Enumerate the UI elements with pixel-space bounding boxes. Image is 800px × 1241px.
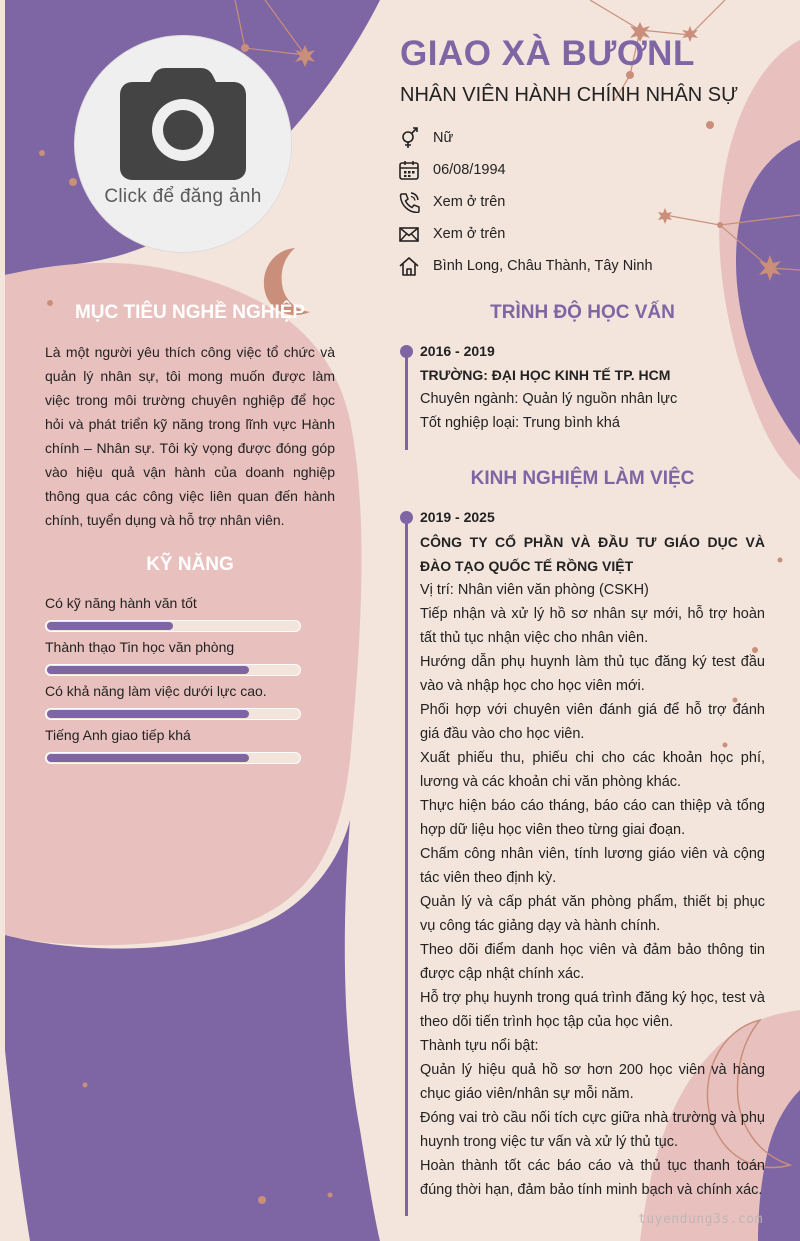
experience-line: Hỗ trợ phụ huynh trong quá trình đăng ký học, test và theo dõi tiến trình học tập của học viên.: [420, 990, 765, 1030]
candidate-name: GIAO XÀ BƯƠNL: [400, 34, 695, 73]
photo-upload-label: Click để đăng ảnh: [104, 186, 262, 207]
home-icon: [398, 255, 420, 277]
experience-line: Tiếp nhận và xử lý hồ sơ nhân sự mới, hỗ trợ hoàn tất thủ tục nhận việc cho nhân viên.: [420, 606, 765, 646]
info-address: [398, 255, 768, 281]
skill-label: Tiếng Anh giao tiếp khá: [45, 727, 191, 743]
education-grade: Tốt nghiệp loại: Trung bình khá: [420, 415, 620, 431]
education-school: TRƯỜNG: ĐẠI HỌC KINH TẾ TP. HCM: [420, 367, 671, 383]
phone-value: Xem ở trên: [433, 194, 506, 210]
experience-line: Đóng vai trò cầu nối tích cực giữa nhà trường và phụ huynh trong việc tư vấn và xử lý thủ tục.: [420, 1110, 765, 1150]
phone-icon: [398, 191, 420, 213]
experience-line: Vị trí: Nhân viên văn phòng (CSKH): [420, 582, 649, 598]
camera-icon: [118, 68, 248, 180]
info-phone: [398, 191, 768, 217]
skill-fill: [47, 754, 249, 762]
calendar-icon: [398, 159, 420, 181]
skill-fill: [47, 622, 173, 630]
info-birthday: [398, 159, 768, 185]
skill-fill: [47, 710, 249, 718]
skill-bar: [45, 664, 301, 676]
skill-label: Có khả năng làm việc dưới lực cao.: [45, 683, 267, 699]
education-years: 2016 - 2019: [420, 343, 495, 359]
experience-line: Thực hiện báo cáo tháng, báo cáo can thiệp và tổng hợp dữ liệu học viên theo từng giai đoạn.: [420, 798, 765, 838]
skill-bar: [45, 752, 301, 764]
experience-timeline: [405, 516, 408, 1216]
skill-fill: [47, 666, 249, 674]
experience-timeline-dot: [400, 511, 413, 524]
skills-heading: KỸ NĂNG: [146, 554, 234, 575]
skill-label: Thành thạo Tin học văn phòng: [45, 639, 235, 655]
skill-label: Có kỹ năng hành văn tốt: [45, 595, 197, 611]
experience-line: Quản lý hiệu quả hồ sơ hơn 200 học viên và hàng chục giáo viên/nhân sự mỗi năm.: [420, 1062, 765, 1102]
info-gender: [398, 127, 768, 153]
experience-line: Xuất phiếu thu, phiếu chi cho các khoản học phí, lương và các khoản chi văn phòng khác.: [420, 750, 765, 790]
experience-line: Phối hợp với chuyên viên đánh giá để hỗ trợ đánh giá đầu vào cho học viên.: [420, 702, 765, 742]
skill-bar: [45, 708, 301, 720]
info-email: [398, 223, 768, 249]
birthday-value: 06/08/1994: [433, 162, 506, 178]
education-major: Chuyên ngành: Quản lý nguồn nhân lực: [420, 391, 678, 407]
experience-line: Hoàn thành tốt các báo cáo và thủ tục thanh toán đúng thời hạn, đảm bảo tính minh bạch và chính xác.: [420, 1158, 765, 1198]
experience-line: Quản lý và cấp phát văn phòng phẩm, thiết bị phục vụ công tác giảng dạy và hành chính.: [420, 894, 765, 934]
experience-years: 2019 - 2025: [420, 509, 495, 525]
education-heading: TRÌNH ĐỘ HỌC VẤN: [490, 302, 675, 323]
gender-value: Nữ: [433, 130, 454, 146]
experience-line: Hướng dẫn phụ huynh làm thủ tục đăng ký test đầu vào và nhập học cho học viên mới.: [420, 654, 765, 694]
experience-body: [420, 530, 765, 1202]
email-icon: [398, 223, 420, 245]
objective-text: Là một người yêu thích công việc tổ chức và quản lý nhân sự, tôi mong muốn được làm việc trong môi trường chuyên nghiệp để học hỏi và phát triển kỹ năng trong lĩnh vực Hành chính – Nhân sự. Tôi kỳ vọng được đóng góp vào hiệu quả vận hành của doanh nghiệp thông qua các công việc liên quan đến hành chính, tuyển dụng và hỗ trợ nhân viên.: [45, 344, 335, 528]
experience-company: CÔNG TY CỔ PHẦN VÀ ĐẦU TƯ GIÁO DỤC VÀ ĐÀO TẠO QUỐC TẾ RỒNG VIỆT: [420, 534, 765, 574]
profile-photo-upload[interactable]: [75, 36, 291, 252]
gender-icon: [398, 127, 420, 149]
objective-heading: MỤC TIÊU NGHỀ NGHIỆP: [74, 302, 306, 323]
email-value: Xem ở trên: [433, 226, 506, 242]
skill-bar: [45, 620, 301, 632]
experience-heading: KINH NGHIỆM LÀM VIỆC: [470, 468, 695, 489]
education-timeline-dot: [400, 345, 413, 358]
address-value: Bình Long, Châu Thành, Tây Ninh: [433, 258, 653, 274]
watermark: tuyendung3s.com: [638, 1212, 763, 1227]
experience-line: Chấm công nhân viên, tính lương giáo viên và cộng tác viên theo định kỳ.: [420, 846, 765, 886]
education-timeline: [405, 350, 408, 450]
experience-line: Thành tựu nổi bật:: [420, 1038, 539, 1054]
experience-line: Theo dõi điểm danh học viên và đảm bảo thông tin được cập nhật chính xác.: [420, 942, 765, 982]
job-title: NHÂN VIÊN HÀNH CHÍNH NHÂN SỰ: [400, 84, 739, 106]
